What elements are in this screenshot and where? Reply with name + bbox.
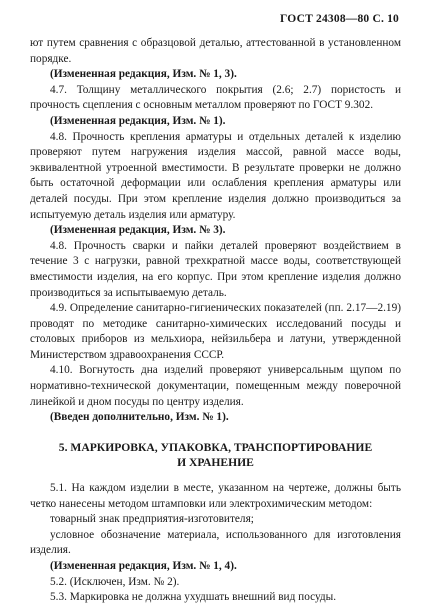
paragraph-4-7: 4.7. Толщину металлического покрытия (2.6; 2.7) пористость и прочность сцепления с основным металлом проверяют по ГОСТ 9.302.	[30, 83, 401, 112]
section-heading	[30, 440, 401, 471]
amendment-note: (Измененная редакция, Изм. № 1, 4).	[50, 560, 237, 572]
amendment-note: (Измененная редакция, Изм. № 1, 3).	[50, 68, 237, 81]
page-header: ГОСТ 24308—80 С. 10	[280, 13, 399, 25]
paragraph-5-1: 5.1. На каждом изделии в месте, указанном на чертеже, должны быть четко нанесены методом штамповки или электрохимическим методом:	[30, 482, 401, 510]
amendment-note: (Введен дополнительно, Изм. № 1).	[50, 411, 229, 424]
section-heading-line2: И ХРАНЕНИЕ	[177, 456, 254, 470]
section-heading-line1: 5. МАРКИРОВКА, УПАКОВКА, ТРАНСПОРТИРОВАНИЕ	[58, 440, 373, 454]
paragraph-4-8: 4.8. Прочность крепления арматуры и отдельных деталей к изделию проверяют путем нагружения изделия массой, равной массе воды, эквивалентной утроенной вместимости. В результате проверки не должно быть остаточной деформации или ослабления крепления арматуры или деталей посуды. При этом крепление изделия должно производиться за испытуемую деталь изделия или арматуру.	[30, 130, 401, 221]
paragraph-4-9: 4.9. Определение санитарно-гигиенических показателей (пп. 2.17—2.19) проводят по методике санитарно-химических исследований посуды и столовых приборов из мельхиора, нейзильбера и латуни, утвержденной Министерством здравоохранения СССР.	[30, 302, 401, 361]
amendment-note: (Измененная редакция, Изм. № 3).	[50, 224, 226, 237]
paragraph-4-8-welding: 4.8. Прочность сварки и пайки деталей проверяют воздействием в течение 3 с нагрузки, равной трехкратной массе воды, соответствующей вместимости изделия, на его корпус. При этом крепление изделия должно производиться за испытываемую деталь.	[30, 239, 401, 299]
paragraph-continuation: ют путем сравнения с образцовой деталью, аттестованной в установленном порядке.	[30, 37, 401, 65]
paragraph-5-3: 5.3. Маркировка не должна ухудшать внешний вид посуды.	[50, 591, 337, 604]
list-item-material: условное обозначение материала, использованного для изготовления изделия.	[30, 528, 401, 557]
list-item-trademark: товарный знак предприятия-изготовителя;	[50, 513, 254, 526]
document-body	[30, 36, 401, 606]
amendment-note: (Измененная редакция, Изм. № 1).	[50, 114, 226, 127]
paragraph-5-2: 5.2. (Исключен, Изм. № 2).	[50, 575, 180, 588]
paragraph-4-10: 4.10. Вогнутость дна изделий проверяют универсальным щупом по нормативно-технической документации, помещенным между поверочной линейкой и дном посуды по центру изделия.	[30, 364, 401, 408]
